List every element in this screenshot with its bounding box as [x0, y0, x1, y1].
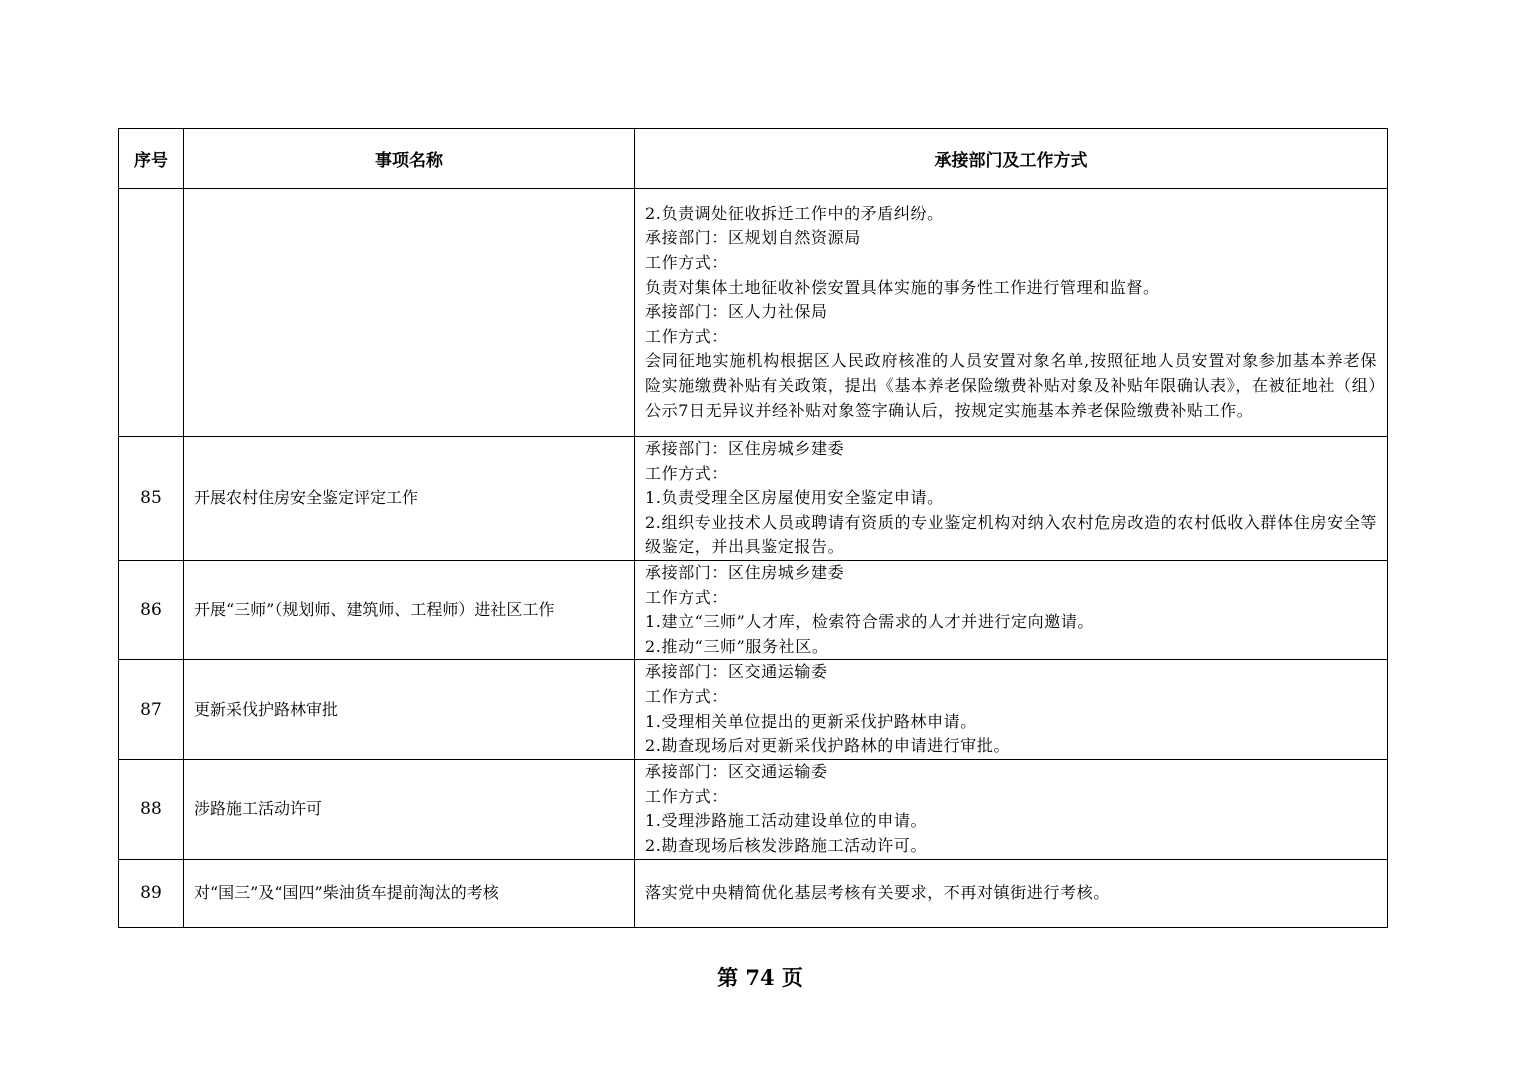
dept-line: 1.受理相关单位提出的更新采伐护路林申请。: [645, 711, 977, 731]
item-name: 对“国三”及“国四”柴油货车提前淘汰的考核: [184, 859, 635, 927]
dept-line: 承接部门：区交通运输委: [645, 662, 828, 682]
dept-line: 2.组织专业技术人员或聘请有资质的专业鉴定机构对纳入农村危房改造的农村低收入群体住房安全等级鉴定，并出具鉴定报告。: [645, 512, 1377, 557]
table-row: [119, 560, 1388, 659]
dept-method: [635, 560, 1388, 659]
dept-line: 工作方式：: [645, 786, 729, 806]
row-number: 86: [119, 560, 184, 659]
table-row: [119, 189, 1388, 437]
dept-line: 2.推动“三师”服务社区。: [645, 636, 829, 656]
table-row: [119, 437, 1388, 561]
item-name: [184, 189, 635, 437]
items-table: [118, 128, 1388, 928]
row-number: 85: [119, 437, 184, 561]
dept-line: 2.负责调处征收拆迁工作中的矛盾纠纷。: [645, 203, 944, 223]
page-number: 第 74 页: [717, 965, 803, 990]
row-number: [119, 189, 184, 437]
table-row: [119, 660, 1388, 759]
dept-method: [635, 759, 1388, 859]
dept-line: 承接部门：区交通运输委: [645, 762, 828, 782]
dept-method: [635, 859, 1388, 927]
row-number: 89: [119, 859, 184, 927]
dept-line: 工作方式：: [645, 463, 729, 483]
item-name: 涉路施工活动许可: [184, 759, 635, 859]
dept-line: 2.勘查现场后对更新采伐护路林的申请进行审批。: [645, 736, 1011, 756]
dept-line: 1.建立“三师”人才库，检索符合需求的人才并进行定向邀请。: [645, 612, 1095, 632]
row-number: 87: [119, 660, 184, 759]
header-no: 序号: [119, 129, 184, 189]
row-number: 88: [119, 759, 184, 859]
dept-line: 承接部门：区住房城乡建委: [645, 562, 845, 582]
dept-line: 承接部门：区规划自然资源局: [645, 228, 861, 248]
table-row: [119, 859, 1388, 927]
dept-line: 1.受理涉路施工活动建设单位的申请。: [645, 811, 928, 831]
item-name: 更新采伐护路林审批: [184, 660, 635, 759]
header-dept: 承接部门及工作方式: [635, 129, 1388, 189]
dept-line: 工作方式：: [645, 686, 729, 706]
dept-line: 负责对集体土地征收补偿安置具体实施的事务性工作进行管理和监督。: [645, 277, 1160, 297]
header-row: [119, 129, 1388, 189]
dept-line: 1.负责受理全区房屋使用安全鉴定申请。: [645, 488, 944, 508]
dept-line: 工作方式：: [645, 253, 729, 273]
dept-method: [635, 189, 1388, 437]
dept-line: 工作方式：: [645, 326, 729, 346]
dept-method: [635, 660, 1388, 759]
dept-method: [635, 437, 1388, 561]
item-name: 开展农村住房安全鉴定评定工作: [184, 437, 635, 561]
item-name: 开展“三师”（规划师、建筑师、工程师）进社区工作: [184, 560, 635, 659]
dept-line: 2.勘查现场后核发涉路施工活动许可。: [645, 835, 928, 855]
dept-line: 落实党中央精简优化基层考核有关要求，不再对镇街进行考核。: [645, 882, 1110, 902]
table-row: [119, 759, 1388, 859]
dept-line: 承接部门：区人力社保局: [645, 302, 828, 322]
dept-line: 会同征地实施机构根据区人民政府核准的人员安置对象名单,按照征地人员安置对象参加基本养老保险实施缴费补贴有关政策，提出《基本养老保险缴费补贴对象及补贴年限确认表》，在被征地社（组）公示7日无异议并经补贴对象签字确认后，按规定实施基本养老保险缴费补贴工作。: [645, 351, 1377, 420]
dept-line: 承接部门：区住房城乡建委: [645, 439, 845, 458]
dept-line: 工作方式：: [645, 587, 729, 607]
header-name: 事项名称: [184, 129, 635, 189]
